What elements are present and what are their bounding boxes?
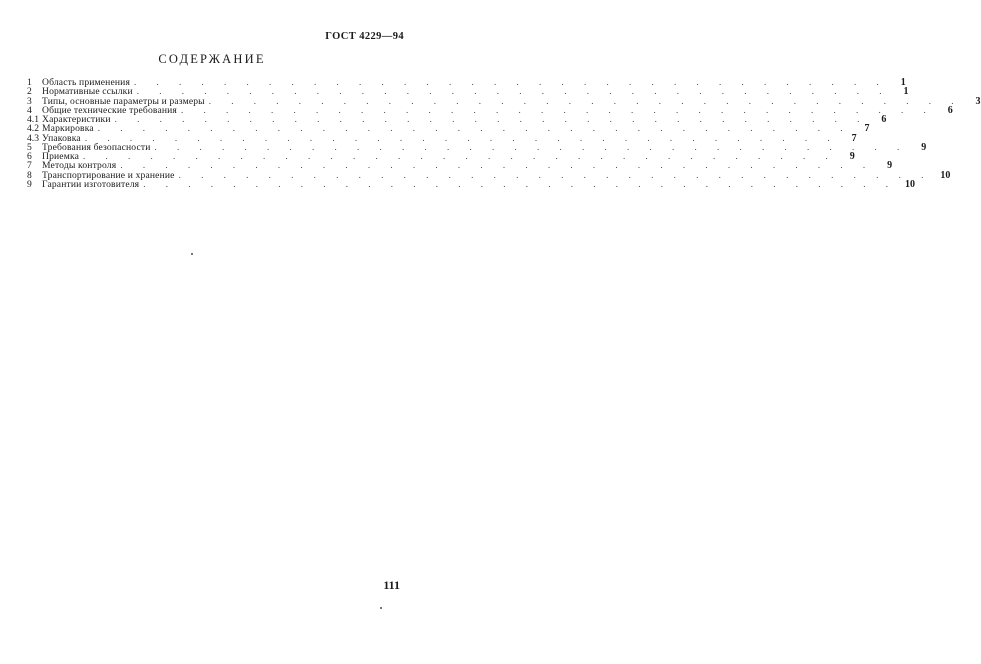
toc-entry-page: 6 <box>947 104 953 116</box>
toc-entry-page: 7 <box>851 132 857 144</box>
toc-entry <box>27 178 915 190</box>
toc-entry-number: 4.3 <box>27 132 39 144</box>
dot-leader: . . . . . . . . . . . . . . . . . . . . . . . . . . . . . . . . . . <box>181 104 935 115</box>
toc-entry-number: 7 <box>27 160 32 172</box>
toc-entry-page: 1 <box>903 86 909 98</box>
table-of-contents <box>27 77 981 190</box>
toc-entry-page: 3 <box>975 95 981 107</box>
toc-entry-number: 4 <box>27 104 32 116</box>
toc-entry-page: 10 <box>940 169 951 181</box>
toc-entry-title: Упаковка <box>42 132 81 144</box>
toc-entry-number: 3 <box>27 95 32 107</box>
toc-entry-title: Нормативные ссылки <box>42 86 133 98</box>
standard-code: ГОСТ 4229—94 <box>325 31 404 42</box>
toc-entry-number: 4.1 <box>27 114 39 125</box>
dot-leader: . . . . . . . . . . . . . . . . . . . . . . . . . . . . . . . . . . <box>143 178 897 189</box>
toc-entry-title: Типы, основные параметры и размеры <box>42 95 205 107</box>
dot-leader: . . . . . . . . . . . . . . . . . . . . . . . . . . . . . . . . . . <box>83 151 837 161</box>
toc-entry-title: Приемка <box>42 151 80 162</box>
toc-entry-number: 2 <box>27 86 32 98</box>
toc-entry-page: 7 <box>864 123 870 135</box>
toc-entry-page: 9 <box>887 160 893 172</box>
toc-entry-title: Характеристики <box>42 114 111 125</box>
dot-leader: . . . . . . . . . . . . . . . . . . . . . . . . . . . . . . . . . . <box>154 141 909 152</box>
toc-entry-number: 6 <box>27 151 32 162</box>
toc-entry-title: Область применения <box>42 77 131 88</box>
toc-entry-title: Транспортирование и хранение <box>42 169 175 181</box>
dot-leader: . . . . . . . . . . . . . . . . . . . . . . . . . . . . . . . . . . <box>208 95 963 106</box>
toc-title: СОДЕРЖАНИЕ <box>158 52 266 66</box>
toc-entry-page: 1 <box>900 77 906 88</box>
toc-entry-number: 1 <box>27 77 32 88</box>
dot-leader: . . . . . . . . . . . . . . . . . . . . . . . . . . . . . . . . . . <box>134 77 888 87</box>
toc-entry-title: Гарантии изготовителя <box>42 178 140 190</box>
toc-entry-number: 8 <box>27 169 32 181</box>
toc-entry-number: 9 <box>27 178 32 190</box>
toc-entry-title: Методы контроля <box>42 160 117 172</box>
toc-entry-number: 4.2 <box>27 123 39 135</box>
dot-leader: . . . . . . . . . . . . . . . . . . . . . . . . . . . . . . . . . . <box>114 114 869 124</box>
dot-leader: . . . . . . . . . . . . . . . . . . . . . . . . . . . . . . . . . . <box>97 123 852 134</box>
toc-entry-title: Требования безопасности <box>42 141 151 153</box>
toc-entry-title: Маркировка <box>42 123 94 135</box>
dot-leader: . . . . . . . . . . . . . . . . . . . . . . . . . . . . . . . . . . <box>120 160 875 171</box>
dot-leader: . . . . . . . . . . . . . . . . . . . . . . . . . . . . . . . . . . <box>136 86 891 97</box>
toc-entry-page: 10 <box>904 178 915 190</box>
dot-leader: . . . . . . . . . . . . . . . . . . . . . . . . . . . . . . . . . . <box>84 132 839 143</box>
scan-speck <box>380 607 382 609</box>
toc-entry-title: Общие технические требования <box>42 104 177 116</box>
scan-speck <box>191 253 193 255</box>
toc-entry-page: 6 <box>881 114 887 125</box>
page-number: 111 <box>383 578 400 592</box>
toc-entry-page: 9 <box>921 141 927 153</box>
toc-entry-page: 9 <box>849 151 855 162</box>
toc-entry-number: 5 <box>27 141 32 153</box>
dot-leader: . . . . . . . . . . . . . . . . . . . . . . . . . . . . . . . . . . <box>178 169 933 180</box>
